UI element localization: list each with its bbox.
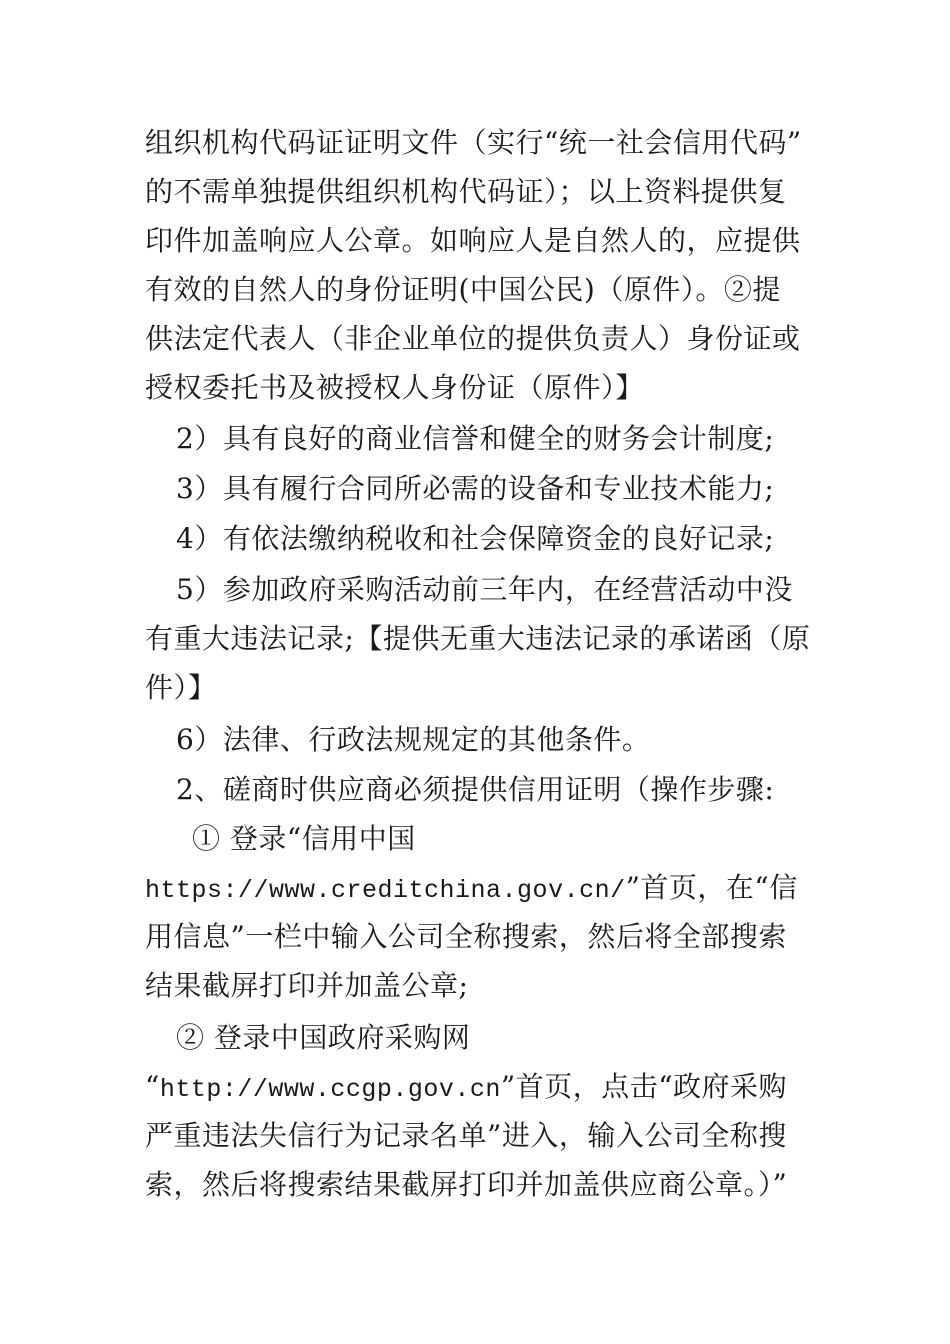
list-item-6: 6）法律、行政法规规定的其他条件。 — [176, 723, 651, 756]
paragraph-line: 索，然后将搜索结果截屏打印并加盖供应商公章。）” — [145, 1168, 788, 1201]
paragraph-line: 授权委托书及被授权人身份证（原件）】 — [145, 371, 645, 404]
url-suffix-text: ”首页，点击“政府采购 — [500, 1070, 788, 1103]
paragraph-line: 组织机构代码证证明文件（实行“统一社会信用代码” — [145, 126, 802, 159]
list-item-5: 5）参加政府采购活动前三年内，在经营活动中没 — [176, 573, 793, 606]
paragraph-line: 有效的自然人的身份证明(中国公民)（原件）。②提 — [145, 273, 781, 306]
paragraph-line: 严重违法失信行为记录名单”进入，输入公司全称搜 — [145, 1119, 787, 1152]
url-creditchina[interactable]: https://www.creditchina.gov.cn/ — [145, 876, 626, 905]
paragraph-line — [145, 1070, 787, 1107]
url-suffix-text: ”首页，在“信 — [625, 871, 798, 904]
paragraph-line — [145, 871, 798, 908]
paragraph-line: 件）】 — [145, 671, 217, 704]
section-heading: 2、磋商时供应商必须提供信用证明（操作步骤: — [176, 773, 775, 806]
url-ccgp[interactable]: http://www.ccgp.gov.cn — [159, 1075, 501, 1104]
paragraph-line: 印件加盖响应人公章。如响应人是自然人的，应提供 — [145, 224, 801, 257]
paragraph-line: 供法定代表人（非企业单位的提供负责人）身份证或 — [145, 322, 801, 355]
step-2: ② 登录中国政府采购网 — [176, 1021, 471, 1054]
paragraph-line: 用信息”一栏中输入公司全称搜索，然后将全部搜索 — [145, 920, 787, 953]
paragraph-line: 结果截屏打印并加盖公章; — [145, 969, 469, 1002]
paragraph-line: 的不需单独提供组织机构代码证）；以上资料提供复 — [145, 175, 787, 208]
paragraph-line: 有重大违法记录;【提供无重大违法记录的承诺函（原 — [145, 622, 811, 655]
quote-open: “ — [145, 1070, 160, 1103]
step-1: ① 登录“信用中国 — [192, 822, 416, 855]
list-item-3: 3）具有履行合同所必需的设备和专业技术能力; — [176, 472, 775, 505]
list-item-4: 4）有依法缴纳税收和社会保障资金的良好记录; — [176, 522, 775, 555]
list-item-2: 2）具有良好的商业信誉和健全的财务会计制度; — [176, 422, 775, 455]
